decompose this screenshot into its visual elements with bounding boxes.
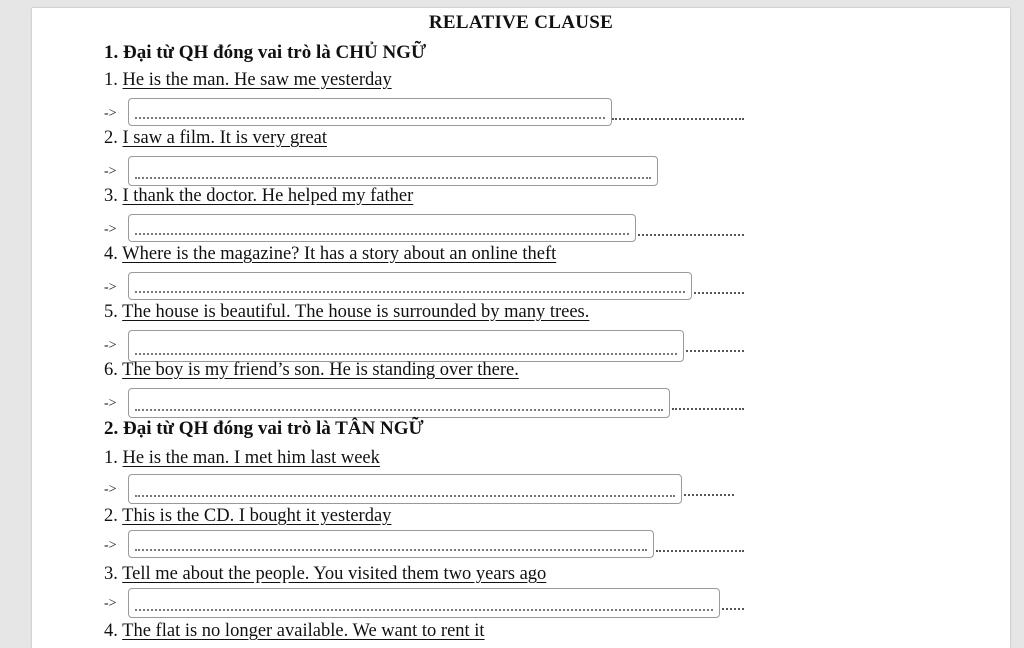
answer-dotted-line bbox=[672, 398, 744, 410]
answer-row-1-1 bbox=[104, 98, 784, 128]
question-number: 3. bbox=[104, 186, 118, 206]
answer-arrow: -> bbox=[104, 482, 117, 497]
answer-dotted-line bbox=[684, 484, 734, 496]
answer-row-1-3 bbox=[104, 214, 784, 244]
question-2-1 bbox=[104, 448, 380, 469]
answer-arrow: -> bbox=[104, 338, 117, 353]
question-number: 6. bbox=[104, 360, 118, 380]
answer-dotted-line bbox=[638, 224, 744, 236]
question-text: The house is beautiful. The house is surrounded by many trees. bbox=[122, 302, 590, 322]
answer-input-1-2[interactable] bbox=[128, 156, 658, 186]
answer-arrow: -> bbox=[104, 596, 117, 611]
worksheet-page bbox=[32, 8, 1010, 648]
question-1-2 bbox=[104, 128, 327, 149]
answer-row-1-6 bbox=[104, 388, 784, 418]
question-text: The boy is my friend’s son. He is standing over there. bbox=[122, 360, 519, 380]
question-text: Where is the magazine? It has a story about an online theft bbox=[122, 244, 557, 264]
question-number: 5. bbox=[104, 302, 118, 322]
question-1-5 bbox=[104, 302, 589, 323]
section-1-heading: 1. Đại từ QH đóng vai trò là CHỦ NGỮ bbox=[104, 42, 427, 63]
question-2-2 bbox=[104, 506, 391, 527]
answer-dotted-line bbox=[722, 598, 744, 610]
question-number: 3. bbox=[104, 564, 118, 584]
answer-input-1-4[interactable] bbox=[128, 272, 692, 300]
worksheet-title: RELATIVE CLAUSE bbox=[428, 12, 614, 33]
answer-arrow: -> bbox=[104, 280, 117, 295]
question-text: I saw a film. It is very great bbox=[122, 128, 327, 148]
question-number: 4. bbox=[104, 244, 118, 264]
answer-dotted-line bbox=[694, 282, 744, 294]
question-number: 2. bbox=[104, 128, 118, 148]
answer-row-1-5 bbox=[104, 330, 784, 360]
answer-input-1-5[interactable] bbox=[128, 330, 684, 362]
answer-row-1-4 bbox=[104, 272, 784, 302]
answer-row-1-2 bbox=[104, 156, 784, 186]
question-text: Tell me about the people. You visited them two years ago bbox=[122, 564, 547, 584]
question-1-1 bbox=[104, 70, 392, 91]
answer-row-2-2 bbox=[104, 530, 784, 560]
question-1-3 bbox=[104, 186, 413, 207]
answer-input-2-1[interactable] bbox=[128, 474, 682, 504]
answer-input-1-6[interactable] bbox=[128, 388, 670, 418]
answer-arrow: -> bbox=[104, 396, 117, 411]
question-text: He is the man. He saw me yesterday bbox=[122, 70, 392, 90]
answer-arrow: -> bbox=[104, 222, 117, 237]
answer-arrow: -> bbox=[104, 538, 117, 553]
question-text: I thank the doctor. He helped my father bbox=[122, 186, 414, 206]
question-number: 1. bbox=[104, 70, 118, 90]
answer-input-2-2[interactable] bbox=[128, 530, 654, 558]
question-text: He is the man. I met him last week bbox=[122, 448, 380, 468]
answer-arrow: -> bbox=[104, 106, 117, 121]
question-2-4 bbox=[104, 621, 485, 642]
answer-dotted-line bbox=[686, 340, 744, 352]
question-number: 4. bbox=[104, 621, 118, 641]
question-text: This is the CD. I bought it yesterday bbox=[122, 506, 392, 526]
answer-dotted-line bbox=[612, 108, 744, 120]
answer-row-2-1 bbox=[104, 474, 784, 504]
answer-input-1-1[interactable] bbox=[128, 98, 612, 126]
question-2-3 bbox=[104, 564, 546, 585]
question-text: The flat is no longer available. We want to rent it bbox=[122, 621, 485, 641]
question-number: 1. bbox=[104, 448, 118, 468]
question-1-6 bbox=[104, 360, 519, 381]
answer-dotted-line bbox=[656, 540, 744, 552]
answer-row-2-3 bbox=[104, 588, 784, 618]
section-2-heading: 2. Đại từ QH đóng vai trò là TÂN NGỮ bbox=[104, 418, 424, 439]
question-number: 2. bbox=[104, 506, 118, 526]
answer-input-2-3[interactable] bbox=[128, 588, 720, 618]
answer-input-1-3[interactable] bbox=[128, 214, 636, 242]
question-1-4 bbox=[104, 244, 556, 265]
answer-arrow: -> bbox=[104, 164, 117, 179]
